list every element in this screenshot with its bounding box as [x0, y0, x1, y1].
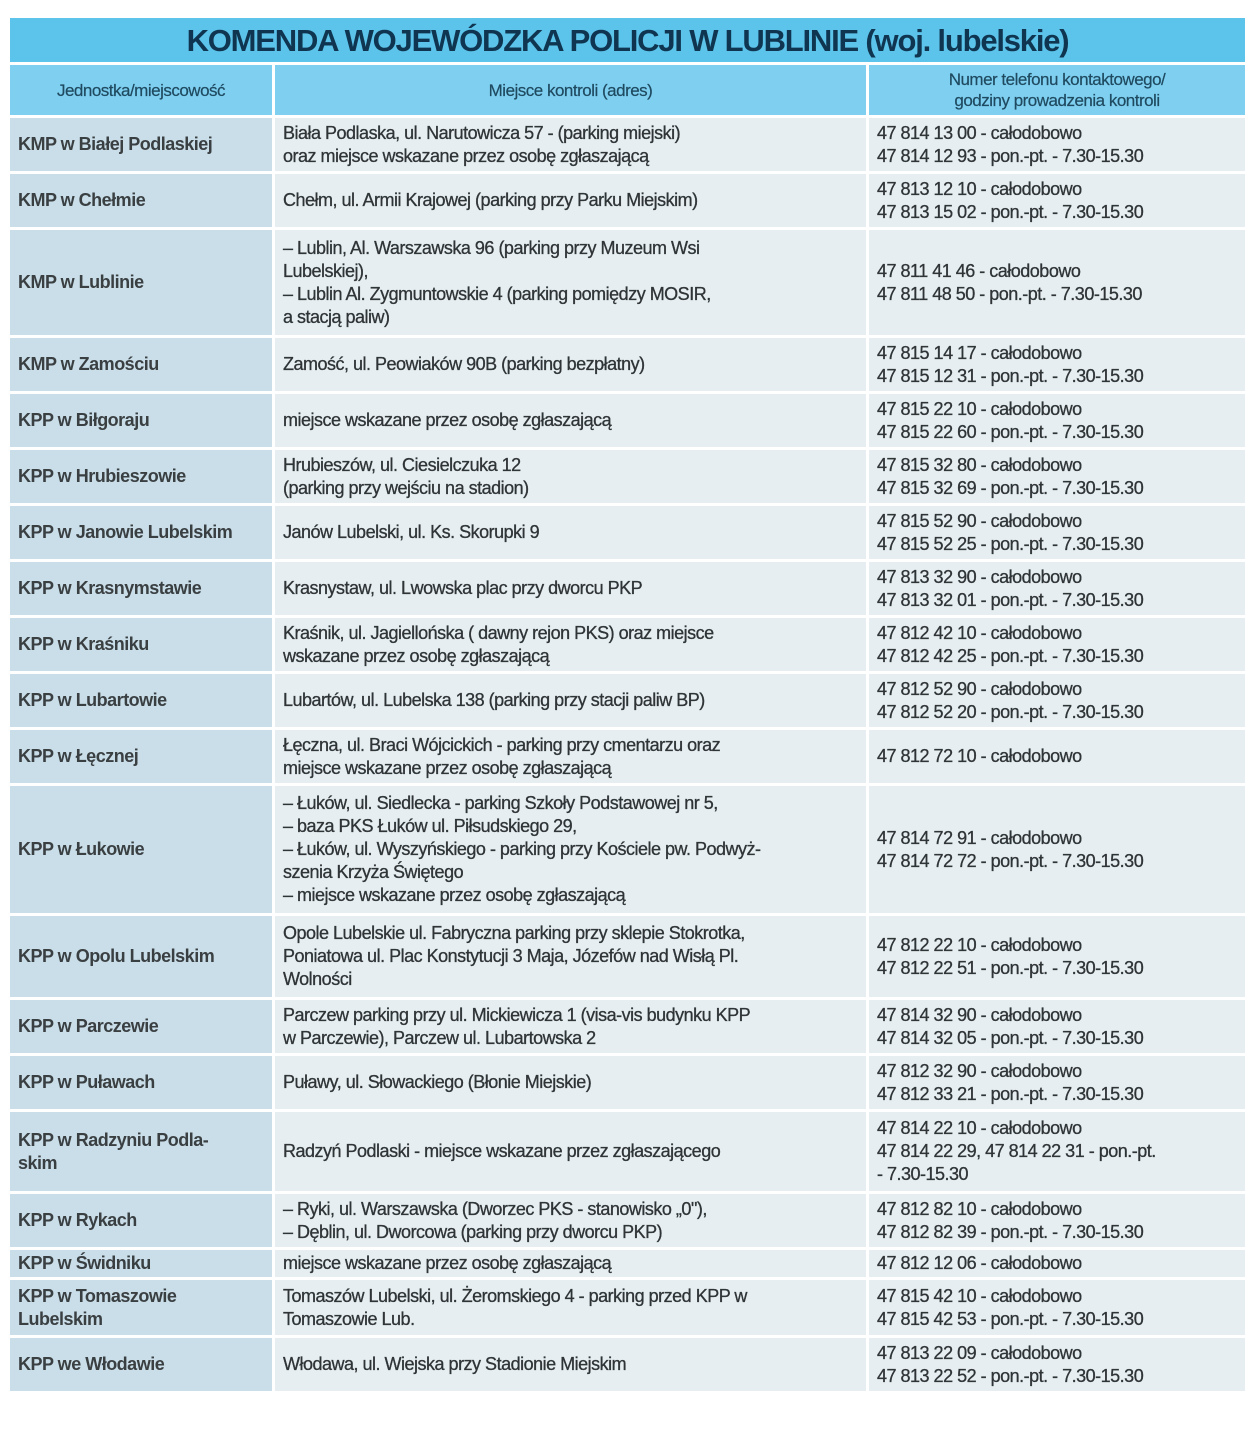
place-cell: Tomaszów Lubelski, ul. Żeromskiego 4 - parking przed KPP w Tomaszowie Lub. [272, 1280, 866, 1335]
table-row [10, 447, 1245, 503]
place-cell: Janów Lubelski, ul. Ks. Skorupki 9 [272, 506, 866, 559]
place-cell: – Lublin, Al. Warszawska 96 (parking przy Muzeum Wsi Lubelskiej), – Lublin Al. Zygmuntowskie 4 (parking pomiędzy MOSIR, a stacją paliw) [272, 230, 866, 335]
unit-cell: KMP w Lublinie [10, 230, 272, 335]
unit-cell: KPP w Lubartowie [10, 674, 272, 727]
place-cell: Lubartów, ul. Lubelska 138 (parking przy stacji paliw BP) [272, 674, 866, 727]
place-cell: – Ryki, ul. Warszawska (Dworzec PKS - stanowisko „0"), – Dęblin, ul. Dworcowa (parking przy dworcu PKP) [272, 1194, 866, 1247]
place-cell: Kraśnik, ul. Jagiellońska ( dawny rejon PKS) oraz miejsce wskazane przez osobę zgłaszającą [272, 618, 866, 671]
unit-cell: KPP w Janowie Lubelskim [10, 506, 272, 559]
table-row [10, 727, 1245, 783]
table-row [10, 115, 1245, 171]
table-row [10, 997, 1245, 1053]
phone-cell: 47 814 13 00 - całodobowo 47 814 12 93 - pon.-pt. - 7.30-15.30 [866, 118, 1245, 171]
table-row [10, 913, 1245, 997]
header-place: Miejsce kontroli (adres) [272, 65, 866, 115]
phone-cell: 47 813 22 09 - całodobowo 47 813 22 52 - pon.-pt. - 7.30-15.30 [866, 1338, 1245, 1391]
phone-cell: 47 812 42 10 - całodobowo 47 812 42 25 - pon.-pt. - 7.30-15.30 [866, 618, 1245, 671]
unit-cell: KPP w Opolu Lubelskim [10, 916, 272, 997]
unit-cell: KPP w Hrubieszowie [10, 450, 272, 503]
phone-cell: 47 815 14 17 - całodobowo 47 815 12 31 - pon.-pt. - 7.30-15.30 [866, 338, 1245, 391]
table-row [10, 1277, 1245, 1335]
phone-cell: 47 812 12 06 - całodobowo [866, 1250, 1245, 1277]
table-row [10, 1053, 1245, 1109]
unit-cell: KPP w Łukowie [10, 786, 272, 913]
place-cell: Hrubieszów, ul. Ciesielczuka 12 (parking przy wejściu na stadion) [272, 450, 866, 503]
table-row [10, 335, 1245, 391]
phone-cell: 47 814 32 90 - całodobowo 47 814 32 05 - pon.-pt. - 7.30-15.30 [866, 1000, 1245, 1053]
table-row [10, 171, 1245, 227]
phone-cell: 47 815 52 90 - całodobowo 47 815 52 25 - pon.-pt. - 7.30-15.30 [866, 506, 1245, 559]
table-title: KOMENDA WOJEWÓDZKA POLICJI W LUBLINIE (woj. lubelskie) [10, 18, 1245, 62]
unit-cell: KPP w Parczewie [10, 1000, 272, 1053]
unit-cell: KPP w Krasnymstawie [10, 562, 272, 615]
place-cell: Opole Lubelskie ul. Fabryczna parking przy sklepie Stokrotka, Poniatowa ul. Plac Konstytucji 3 Maja, Józefów nad Wisłą Pl. Wolności [272, 916, 866, 997]
table-row [10, 391, 1245, 447]
unit-cell: KPP w Świdniku [10, 1250, 272, 1277]
unit-cell: KPP w Biłgoraju [10, 394, 272, 447]
table-row [10, 1247, 1245, 1277]
unit-cell: KPP we Włodawie [10, 1338, 272, 1391]
unit-cell: KPP w Tomaszowie Lubelskim [10, 1280, 272, 1335]
unit-cell: KPP w Puławach [10, 1056, 272, 1109]
unit-cell: KMP w Chełmie [10, 174, 272, 227]
unit-cell: KPP w Łęcznej [10, 730, 272, 783]
phone-cell: 47 812 22 10 - całodobowo 47 812 22 51 - pon.-pt. - 7.30-15.30 [866, 916, 1245, 997]
unit-cell: KMP w Białej Podlaskiej [10, 118, 272, 171]
table-row [10, 1109, 1245, 1191]
phone-cell: 47 815 32 80 - całodobowo 47 815 32 69 - pon.-pt. - 7.30-15.30 [866, 450, 1245, 503]
phone-cell: 47 811 41 46 - całodobowo 47 811 48 50 - pon.-pt. - 7.30-15.30 [866, 230, 1245, 335]
phone-cell: 47 812 72 10 - całodobowo [866, 730, 1245, 783]
place-cell: Włodawa, ul. Wiejska przy Stadionie Miejskim [272, 1338, 866, 1391]
place-cell: Zamość, ul. Peowiaków 90B (parking bezpłatny) [272, 338, 866, 391]
phone-cell: 47 813 12 10 - całodobowo 47 813 15 02 - pon.-pt. - 7.30-15.30 [866, 174, 1245, 227]
phone-cell: 47 815 22 10 - całodobowo 47 815 22 60 - pon.-pt. - 7.30-15.30 [866, 394, 1245, 447]
place-cell: Radzyń Podlaski - miejsce wskazane przez zgłaszającego [272, 1112, 866, 1191]
header-unit: Jednostka/miejscowość [10, 65, 272, 115]
unit-cell: KPP w Kraśniku [10, 618, 272, 671]
place-cell: Biała Podlaska, ul. Narutowicza 57 - (parking miejski) oraz miejsce wskazane przez osobę zgłaszającą [272, 118, 866, 171]
header-phone: Numer telefonu kontaktowego/ godziny prowadzenia kontroli [866, 65, 1245, 115]
place-cell: Parczew parking przy ul. Mickiewicza 1 (visa-vis budynku KPP w Parczewie), Parczew ul. Lubartowska 2 [272, 1000, 866, 1053]
header-row [10, 62, 1245, 115]
place-cell: miejsce wskazane przez osobę zgłaszającą [272, 394, 866, 447]
police-control-table [10, 18, 1245, 1391]
unit-cell: KPP w Radzyniu Podla- skim [10, 1112, 272, 1191]
table-row [10, 783, 1245, 913]
table-row [10, 227, 1245, 335]
table-row [10, 671, 1245, 727]
phone-cell: 47 815 42 10 - całodobowo 47 815 42 53 - pon.-pt. - 7.30-15.30 [866, 1280, 1245, 1335]
table-row [10, 1335, 1245, 1391]
phone-cell: 47 814 22 10 - całodobowo 47 814 22 29, 47 814 22 31 - pon.-pt. - 7.30-15.30 [866, 1112, 1245, 1191]
unit-cell: KMP w Zamościu [10, 338, 272, 391]
place-cell: – Łuków, ul. Siedlecka - parking Szkoły Podstawowej nr 5, – baza PKS Łuków ul. Piłsudskiego 29, – Łuków, ul. Wyszyńskiego - parking przy Kościele pw. Podwyż- szenia Krzyża Świętego – miejsce wskazane przez osobę zgłaszającą [272, 786, 866, 913]
table-row [10, 615, 1245, 671]
phone-cell: 47 812 32 90 - całodobowo 47 812 33 21 - pon.-pt. - 7.30-15.30 [866, 1056, 1245, 1109]
unit-cell: KPP w Rykach [10, 1194, 272, 1247]
phone-cell: 47 812 82 10 - całodobowo 47 812 82 39 - pon.-pt. - 7.30-15.30 [866, 1194, 1245, 1247]
phone-cell: 47 814 72 91 - całodobowo 47 814 72 72 - pon.-pt. - 7.30-15.30 [866, 786, 1245, 913]
phone-cell: 47 813 32 90 - całodobowo 47 813 32 01 - pon.-pt. - 7.30-15.30 [866, 562, 1245, 615]
place-cell: Chełm, ul. Armii Krajowej (parking przy Parku Miejskim) [272, 174, 866, 227]
table-row [10, 503, 1245, 559]
table-row [10, 1191, 1245, 1247]
place-cell: Puławy, ul. Słowackiego (Błonie Miejskie) [272, 1056, 866, 1109]
place-cell: miejsce wskazane przez osobę zgłaszającą [272, 1250, 866, 1277]
place-cell: Łęczna, ul. Braci Wójcickich - parking przy cmentarzu oraz miejsce wskazane przez osobę zgłaszającą [272, 730, 866, 783]
table-row [10, 559, 1245, 615]
phone-cell: 47 812 52 90 - całodobowo 47 812 52 20 - pon.-pt. - 7.30-15.30 [866, 674, 1245, 727]
place-cell: Krasnystaw, ul. Lwowska plac przy dworcu PKP [272, 562, 866, 615]
